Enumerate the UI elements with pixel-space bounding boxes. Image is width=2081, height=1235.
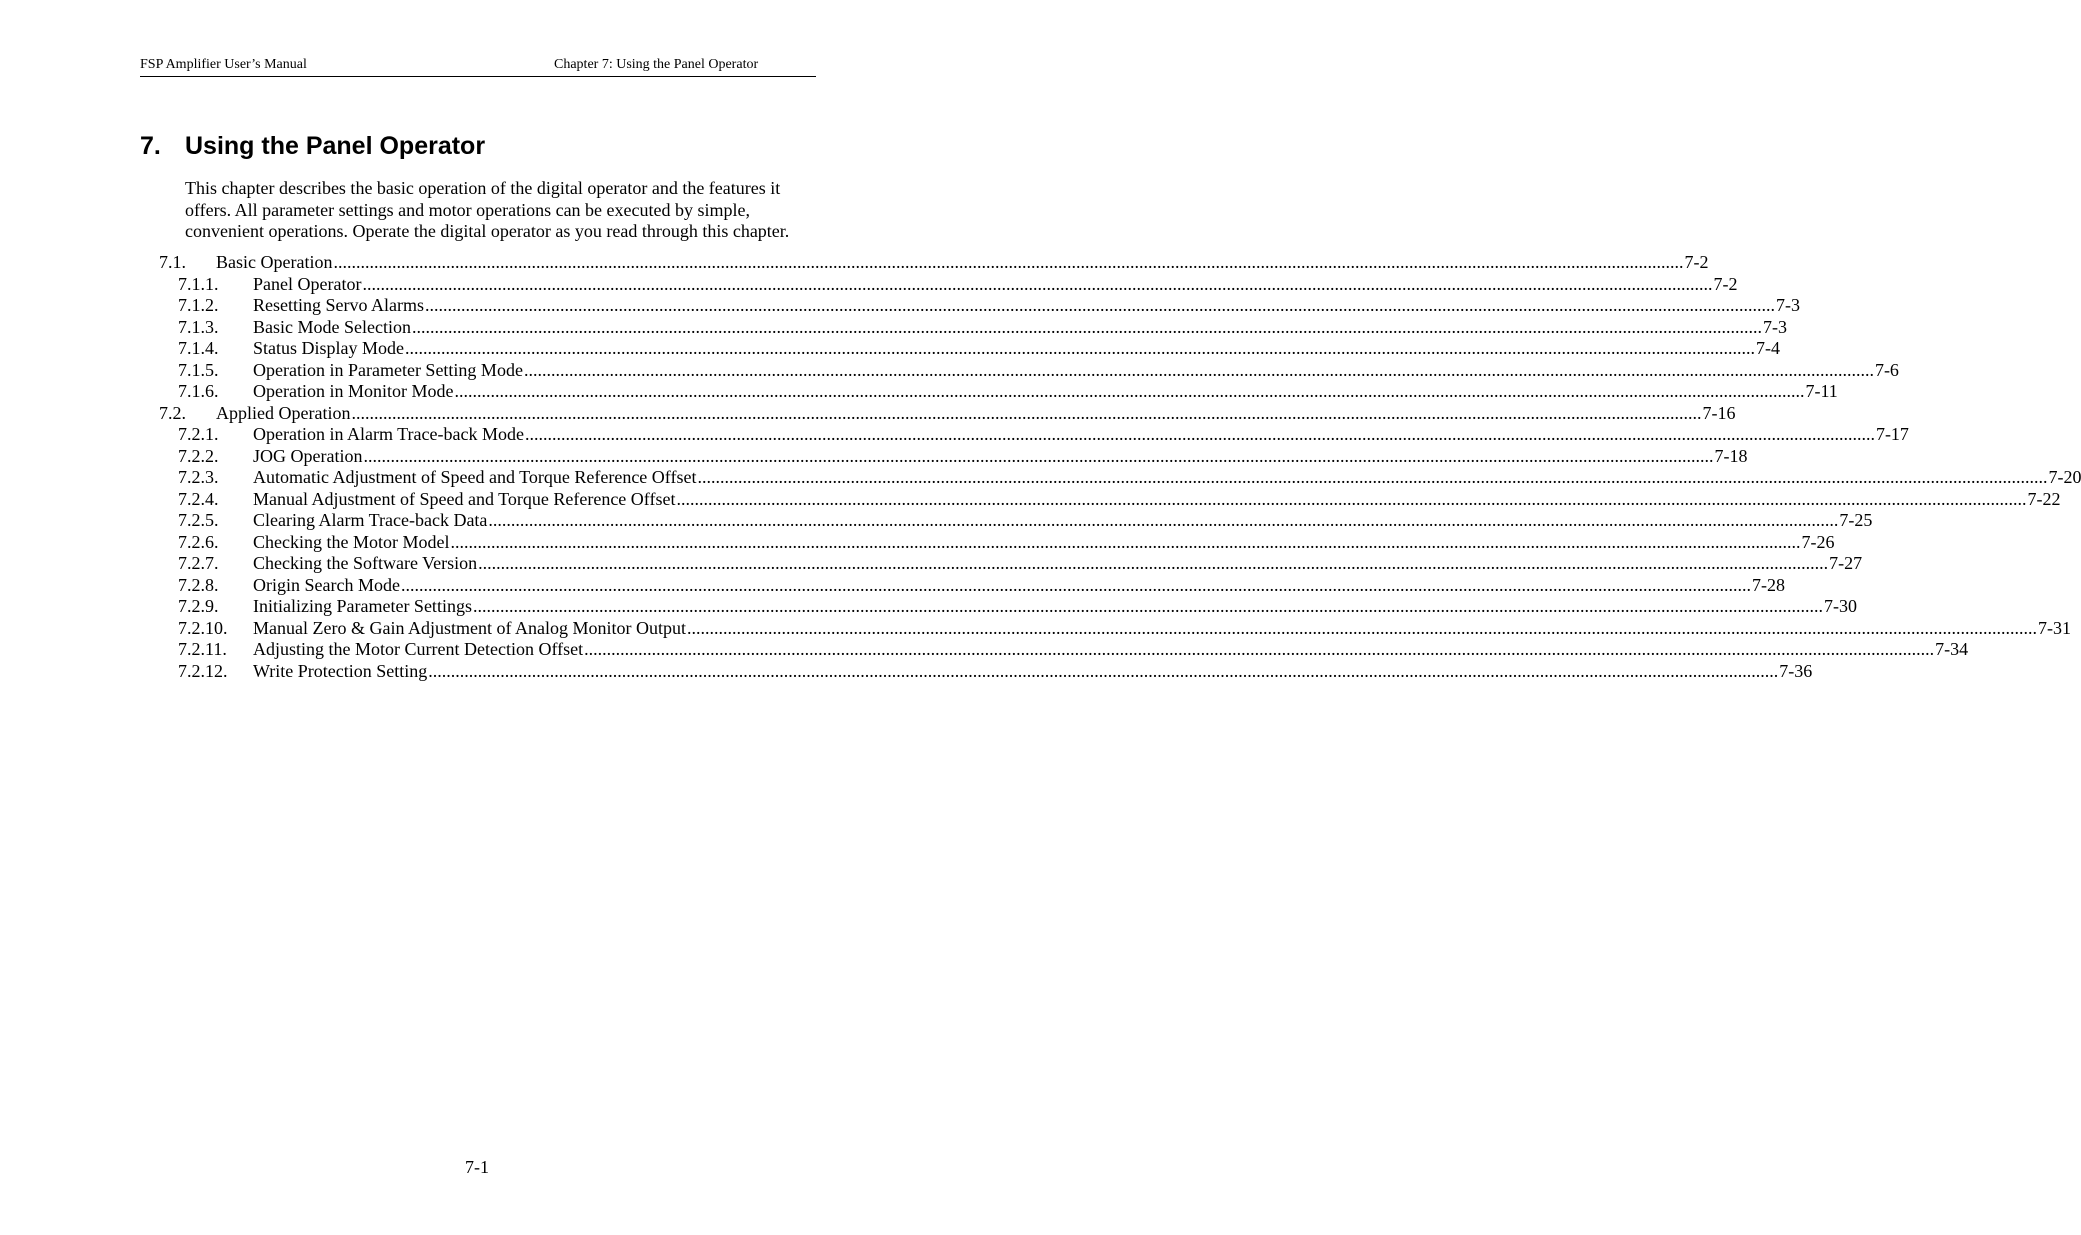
toc-entry-line [253, 295, 1800, 317]
toc-entry-page: 7-30 [1823, 596, 1857, 616]
toc-entry-page: 7-3 [1775, 295, 1800, 315]
toc-dot-leader: ............................................................................................................................................................................................................................................................................................................ [686, 617, 2037, 638]
toc-entry-number: 7.1.1. [178, 273, 219, 294]
toc-entry-line [253, 510, 1873, 532]
toc-entry-page: 7-17 [1875, 424, 1909, 444]
toc-entry-number: 7.2.8. [178, 574, 219, 595]
toc-entry-number: 7.1.4. [178, 338, 219, 358]
toc-entry-page: 7-16 [1702, 402, 1736, 423]
toc-entry-page: 7-36 [1779, 660, 1813, 681]
toc-entry-line [253, 359, 1899, 382]
toc-entry-title: Automatic Adjustment of Speed and Torque Reference Offset [253, 467, 697, 487]
toc-entry[interactable] [159, 467, 2081, 489]
toc-entry-line [253, 574, 1785, 597]
toc-entry-line [216, 402, 1736, 425]
toc-entry[interactable] [159, 338, 1780, 360]
toc-entry[interactable] [159, 381, 1838, 403]
toc-entry-title: Write Protection Setting [253, 660, 428, 681]
toc-entry-number: 7.2.12. [178, 660, 228, 681]
toc-entry-number: 7.2.5. [178, 510, 219, 530]
toc-entry-page: 7-3 [1762, 316, 1787, 337]
toc-entry-title: Initializing Parameter Settings [253, 596, 472, 616]
toc-entry-page: 7-20 [2048, 467, 2081, 487]
toc-entry-line [253, 596, 1857, 618]
toc-dot-leader: ............................................................................................................................................................................................................................................................................................................ [400, 574, 1751, 595]
toc-dot-leader: ............................................................................................................................................................................................................................................................................................................ [424, 295, 1775, 315]
toc-entry-number: 7.2.11. [178, 639, 227, 659]
toc-entry-line [253, 553, 1863, 575]
toc-dot-leader: ............................................................................................................................................................................................................................................................................................................ [450, 531, 1801, 552]
toc-dot-leader: ............................................................................................................................................................................................................................................................................................................ [362, 273, 1713, 294]
toc-entry-title: Resetting Servo Alarms [253, 295, 424, 315]
toc-entry[interactable] [159, 596, 1857, 618]
toc-entry-line [216, 252, 1709, 274]
toc-entry-line [253, 467, 2081, 489]
toc-entry-title: Manual Adjustment of Speed and Torque Reference Offset [253, 488, 676, 509]
toc-entry-page: 7-28 [1751, 574, 1785, 595]
toc-entry[interactable] [159, 445, 1748, 468]
chapter-heading [140, 130, 485, 162]
toc-entry[interactable] [159, 488, 2061, 511]
toc-dot-leader: ............................................................................................................................................................................................................................................................................................................ [524, 424, 1875, 444]
chapter-title: Using the Panel Operator [185, 132, 486, 160]
toc-entry-page: 7-6 [1874, 359, 1899, 380]
toc-entry-title: Operation in Alarm Trace-back Mode [253, 424, 524, 444]
toc-entry-line [253, 338, 1780, 360]
toc-dot-leader: ............................................................................................................................................................................................................................................................................................................ [428, 660, 1779, 681]
toc-entry-number: 7.1.5. [178, 359, 219, 380]
toc-entry-page: 7-26 [1801, 531, 1835, 552]
toc-entry-number: 7.2.10. [178, 617, 228, 638]
toc-entry-page: 7-18 [1714, 445, 1748, 466]
toc-entry[interactable] [159, 316, 1787, 339]
toc-dot-leader: ............................................................................................................................................................................................................................................................................................................ [333, 252, 1684, 272]
toc-entry-title: Operation in Parameter Setting Mode [253, 359, 523, 380]
toc-entry-number: 7.2.3. [178, 467, 219, 487]
toc-entry-line [253, 660, 1813, 683]
toc-entry-page: 7-11 [1805, 381, 1838, 401]
toc-entry-title: Basic Operation [216, 252, 333, 272]
header-manual-title: FSP Amplifier User’s Manual [140, 57, 307, 72]
toc-entry-number: 7.2.1. [178, 424, 219, 444]
toc-entry[interactable] [159, 617, 2071, 640]
toc-entry[interactable] [159, 273, 1738, 296]
toc-entry-number: 7.1. [159, 252, 186, 272]
toc-entry-number: 7.2.2. [178, 445, 219, 466]
toc-entry-title: Operation in Monitor Mode [253, 381, 454, 401]
toc-entry[interactable] [159, 252, 1709, 274]
chapter-intro: This chapter describes the basic operation of the digital operator and the features it offers. All parameter settings and motor operations can be executed by simple, convenient operations. Operate the digital operator as you read through this chapter. [185, 178, 790, 242]
toc-dot-leader: ............................................................................................................................................................................................................................................................................................................ [411, 316, 1762, 337]
toc-entry-number: 7.1.3. [178, 316, 219, 337]
toc-entry-number: 7.1.2. [178, 295, 219, 315]
toc-entry-number: 7.2. [159, 402, 186, 423]
toc-entry-number: 7.1.6. [178, 381, 219, 401]
page-footer [0, 1157, 954, 1178]
toc-dot-leader: ............................................................................................................................................................................................................................................................................................................ [584, 639, 1935, 659]
toc-entry-page: 7-27 [1829, 553, 1863, 573]
toc-entry-title: Panel Operator [253, 273, 362, 294]
toc-entry[interactable] [159, 639, 1969, 661]
table-of-contents [159, 252, 2081, 682]
toc-entry-number: 7.2.9. [178, 596, 219, 616]
toc-dot-leader: ............................................................................................................................................................................................................................................................................................................ [351, 402, 1702, 423]
toc-entry-line [253, 445, 1748, 468]
toc-entry-line [253, 488, 2061, 511]
toc-entry-title: Manual Zero & Gain Adjustment of Analog Monitor Output [253, 617, 686, 638]
toc-entry-page: 7-22 [2027, 488, 2061, 509]
toc-entry[interactable] [159, 574, 1785, 597]
toc-entry-page: 7-4 [1756, 338, 1780, 358]
toc-dot-leader: ............................................................................................................................................................................................................................................................................................................ [676, 488, 2027, 509]
toc-dot-leader: ............................................................................................................................................................................................................................................................................................................ [472, 596, 1823, 616]
toc-entry-title: Adjusting the Motor Current Detection Offset [253, 639, 584, 659]
toc-entry-line [253, 639, 1969, 661]
toc-entry-page: 7-25 [1839, 510, 1873, 530]
toc-entry-title: Basic Mode Selection [253, 316, 411, 337]
toc-entry-title: Checking the Motor Model [253, 531, 450, 552]
toc-entry[interactable] [159, 660, 1813, 683]
toc-entry-line [253, 424, 1909, 446]
toc-entry-page: 7-2 [1713, 273, 1738, 294]
toc-entry-title: Origin Search Mode [253, 574, 400, 595]
toc-entry[interactable] [159, 510, 1873, 532]
toc-dot-leader: ............................................................................................................................................................................................................................................................................................................ [488, 510, 1839, 530]
toc-entry-line [253, 273, 1738, 296]
toc-entry-title: Clearing Alarm Trace-back Data [253, 510, 488, 530]
toc-entry-line [253, 531, 1835, 554]
toc-entry-line [253, 316, 1787, 339]
toc-dot-leader: ............................................................................................................................................................................................................................................................................................................ [697, 467, 2048, 487]
toc-dot-leader: ............................................................................................................................................................................................................................................................................................................ [523, 359, 1874, 380]
toc-dot-leader: ............................................................................................................................................................................................................................................................................................................ [478, 553, 1829, 573]
header-chapter-title: Chapter 7: Using the Panel Operator [554, 57, 759, 72]
toc-entry-page: 7-34 [1935, 639, 1969, 659]
toc-entry-line [253, 617, 2071, 640]
toc-entry[interactable] [159, 553, 1863, 575]
toc-entry[interactable] [159, 531, 1835, 554]
toc-entry-page: 7-2 [1684, 252, 1709, 272]
page-number: 7-1 [465, 1157, 489, 1177]
toc-entry[interactable] [159, 359, 1899, 382]
toc-dot-leader: ............................................................................................................................................................................................................................................................................................................ [454, 381, 1805, 401]
chapter-number: 7. [140, 132, 161, 160]
toc-dot-leader: ............................................................................................................................................................................................................................................................................................................ [363, 445, 1714, 466]
toc-entry-page: 7-31 [2037, 617, 2071, 638]
toc-entry-line [253, 381, 1838, 403]
toc-entry-number: 7.2.7. [178, 553, 219, 573]
toc-entry[interactable] [159, 424, 1909, 446]
toc-entry-title: Status Display Mode [253, 338, 404, 358]
toc-entry-title: JOG Operation [253, 445, 363, 466]
toc-entry-title: Checking the Software Version [253, 553, 478, 573]
toc-entry-title: Applied Operation [216, 402, 351, 423]
toc-entry-number: 7.2.4. [178, 488, 219, 509]
toc-entry-number: 7.2.6. [178, 531, 219, 552]
page-header [140, 56, 816, 77]
toc-entry[interactable] [159, 402, 1736, 425]
toc-dot-leader: ............................................................................................................................................................................................................................................................................................................ [405, 338, 1755, 358]
toc-entry[interactable] [159, 295, 1800, 317]
